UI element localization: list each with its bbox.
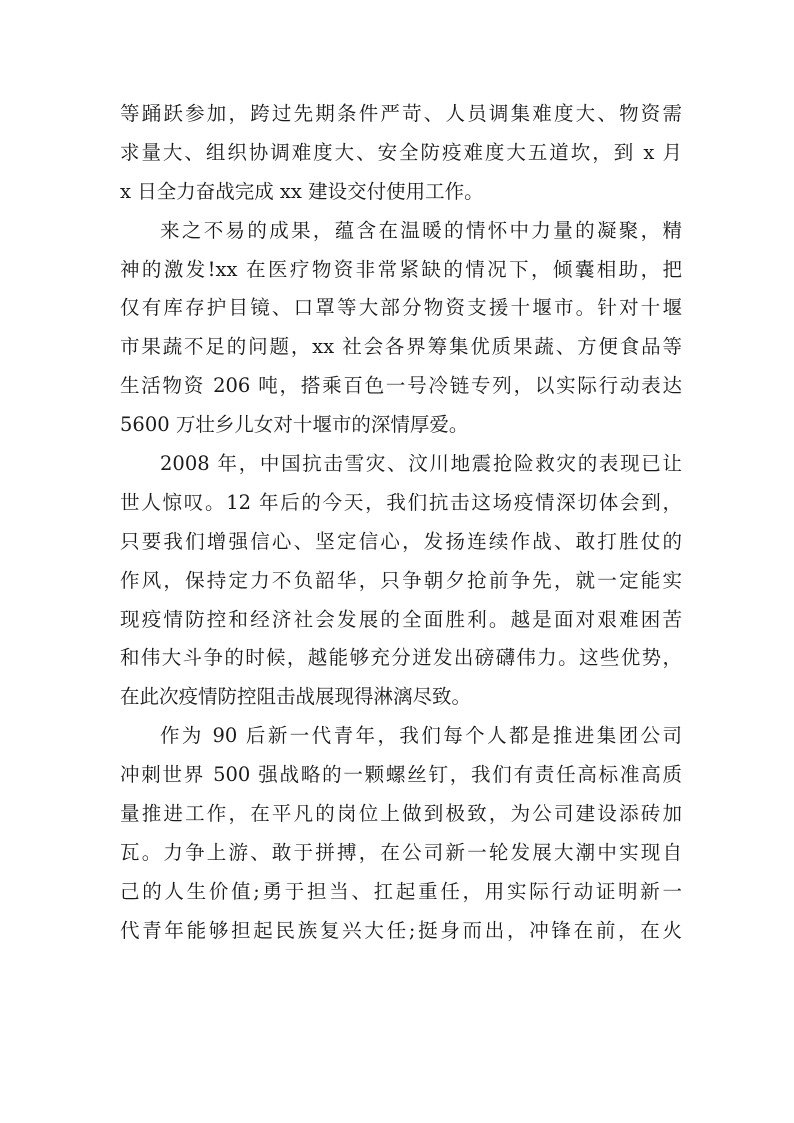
text-line: 只要我们增强信心、坚定信心，发扬连续作战、敢打胜仗的 bbox=[120, 529, 682, 553]
text-line: x 日全力奋战完成 xx 建设交付使用工作。 bbox=[120, 179, 484, 203]
text-line: 求量大、组织协调难度大、安全防疫难度大五道坎，到 x 月 bbox=[120, 140, 682, 164]
text-line: 作风，保持定力不负韶华，只争朝夕抢前争先，就一定能实 bbox=[120, 568, 682, 592]
text-line: 代青年能够担起民族复兴大任;挺身而出，冲锋在前，在火 bbox=[120, 918, 682, 942]
text-line: 瓦。力争上游、敢于拼搏，在公司新一轮发展大潮中实现自 bbox=[120, 840, 682, 864]
text-line: 和伟大斗争的时候，越能够充分迸发出磅礴伟力。这些优势， bbox=[120, 646, 682, 670]
text-line: 市果蔬不足的问题，xx 社会各界筹集优质果蔬、方便食品等 bbox=[120, 335, 682, 359]
text-line: 等踊跃参加，跨过先期条件严苛、人员调集难度大、物资需 bbox=[120, 102, 682, 125]
text-line: 现疫情防控和经济社会发展的全面胜利。越是面对艰难困苦 bbox=[120, 607, 682, 631]
document-page bbox=[120, 95, 682, 951]
paragraph-youth bbox=[120, 717, 682, 950]
text-line: 量推进工作，在平凡的岗位上做到极致，为公司建设添砖加 bbox=[120, 802, 682, 826]
text-line: 作为 90 后新一代青年，我们每个人都是推进集团公司 bbox=[160, 724, 682, 748]
text-line: 仅有库存护目镜、口罩等大部分物资支援十堰市。针对十堰 bbox=[120, 296, 682, 320]
text-line: 在此次疫情防控阻击战展现得淋漓尽致。 bbox=[120, 685, 472, 709]
text-line: 神的激发!xx 在医疗物资非常紧缺的情况下，倾囊相助，把 bbox=[120, 257, 682, 281]
text-line: 世人惊叹。12 年后的今天，我们抗击这场疫情深切体会到， bbox=[120, 490, 682, 514]
text-line: 冲刺世界 500 强战略的一颗螺丝钉，我们有责任高标准高质 bbox=[120, 763, 682, 787]
text-line: 2008 年，中国抗击雪灾、汶川地震抢险救灾的表现已让 bbox=[160, 452, 682, 476]
text-line: 5600 万壮乡儿女对十堰市的深情厚爱。 bbox=[120, 413, 469, 437]
text-line: 生活物资 206 吨，搭乘百色一号冷链专列，以实际行动表达 bbox=[120, 374, 682, 398]
text-line: 己的人生价值;勇于担当、扛起重任，用实际行动证明新一 bbox=[120, 879, 682, 903]
paragraph-2008 bbox=[120, 445, 682, 717]
paragraph-continued bbox=[120, 95, 682, 212]
text-line: 来之不易的成果，蕴含在温暖的情怀中力量的凝聚，精 bbox=[160, 218, 682, 242]
paragraph-achievement bbox=[120, 212, 682, 445]
